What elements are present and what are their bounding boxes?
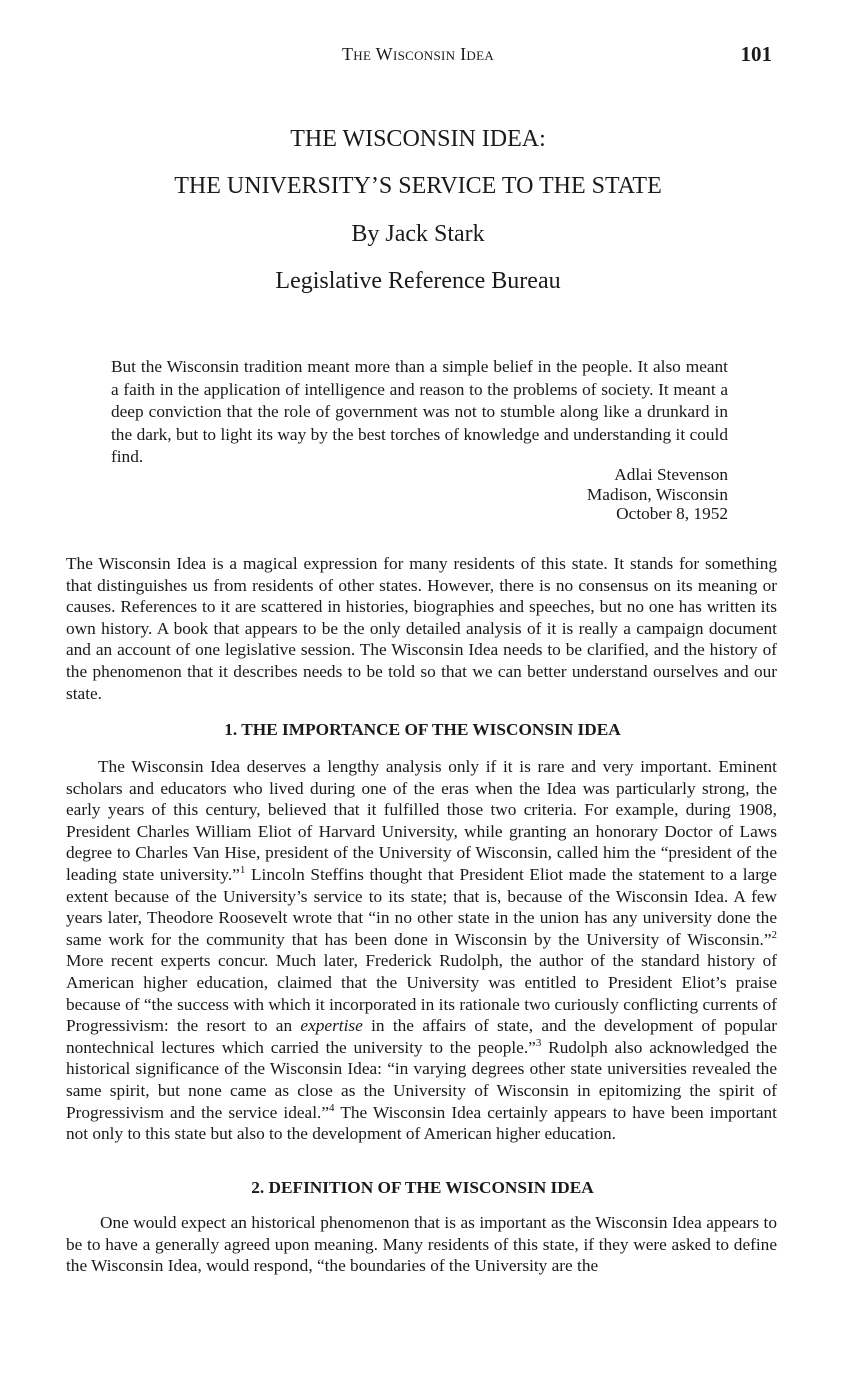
section-2-heading: 2. DEFINITION OF THE WISCONSIN IDEA [251,1178,594,1197]
affiliation: Legislative Reference Bureau [275,268,561,294]
section-1-paragraph [66,756,777,1145]
footnote-ref-2: 2 [771,928,777,941]
footnote-ref-4: 4 [329,1101,335,1114]
epigraph-attribution [587,465,728,524]
text-segment: in the affairs of state, and the development of popular nontechnical lectures which carried the university to the people.” [66,1016,777,1057]
text-segment: Lincoln Steffins thought that President Eliot made the statement to a large extent because of the University’s service to its state; that is, because of the Wisconsin Idea. A few years later, Theodore Roosevelt wrote that “in no other state in the union has any university done the same work for the community that has been done in Wisconsin by the University of Wisconsin.” [66,864,777,949]
footnote-ref-1: 1 [239,864,246,877]
page-number: 101 [740,42,772,66]
byline: By Jack Stark [351,221,485,247]
text-segment: The Wisconsin Idea deserves a lengthy analysis only if it is rare and very important. Eminent scholars and educators who lived during one of the eras when the Idea was particularly strong, the early years of this century, believed that it fulfilled those two criteria. For example, during 1908, President Charles William Eliot of Harvard University, while granting an honorary Doctor of Laws degree to Charles Van Hise, president of the University of Wisconsin, called him the “president of the leading state university.” [66,757,777,884]
text-segment: More recent experts concur. Much later, Frederick Rudolph, the author of the standard history of American higher education, claimed that the University was entitled to President Eliot’s praise because of “the success with which it incorporated in its rationale two curiously conflicting currents of Progressivism: the resort to an [66,951,777,1036]
section-2-paragraph: One would expect an historical phenomenon that is as important as the Wisconsin Idea appears to be to have a generally agreed upon meaning. Many residents of this state, if they were asked to define the Wisconsin Idea, would respond, “the boundaries of the University are the [66,1213,777,1276]
text-segment: Rudolph also acknowledged the historical significance of the Wisconsin Idea: “in varying degrees other state universities revealed the same spirit, but none came as close as the University of Wisconsin in epitomizing the spirit of Progressivism and the service ideal.” [66,1037,777,1122]
epigraph-place: Madison, Wisconsin [586,484,728,504]
section-1-heading: 1. THE IMPORTANCE OF THE WISCONSIN IDEA [224,720,621,739]
running-head: The Wisconsin Idea [341,44,495,64]
text-segment: The Wisconsin Idea certainly appears to have been important not only to this state but also to the development of American higher education. [66,1102,777,1144]
epigraph-date: October 8, 1952 [616,504,728,523]
title-line-2: THE UNIVERSITY’S SERVICE TO THE STATE [174,173,662,199]
emphasis-expertise: expertise [300,1016,363,1036]
epigraph-quote: But the Wisconsin tradition meant more than a simple belief in the people. It also meant a faith in the application of intelligence and reason to the problems of society. It meant a deep conviction that the role of government was not to stumble along like a drunkard in the dark, but to light its way by the best torches of knowledge and understanding it could find. [111,357,728,467]
epigraph-author: Adlai Stevenson [614,465,728,484]
title-line-1: THE WISCONSIN IDEA: [290,126,546,152]
intro-paragraph: The Wisconsin Idea is a magical expression for many residents of this state. It stands for something that distinguishes us from residents of other states. However, there is no consensus on its meaning or causes. References to it are scattered in histories, biographies and speeches, but no one has written its own history. A book that appears to be the only detailed analysis of it is really a campaign document and an account of one legislative session. The Wisconsin Idea needs to be clarified, and the history of the phenomenon that it describes needs to be told so that we can better understand ourselves and our state. [66,554,777,703]
footnote-ref-3: 3 [535,1036,542,1049]
